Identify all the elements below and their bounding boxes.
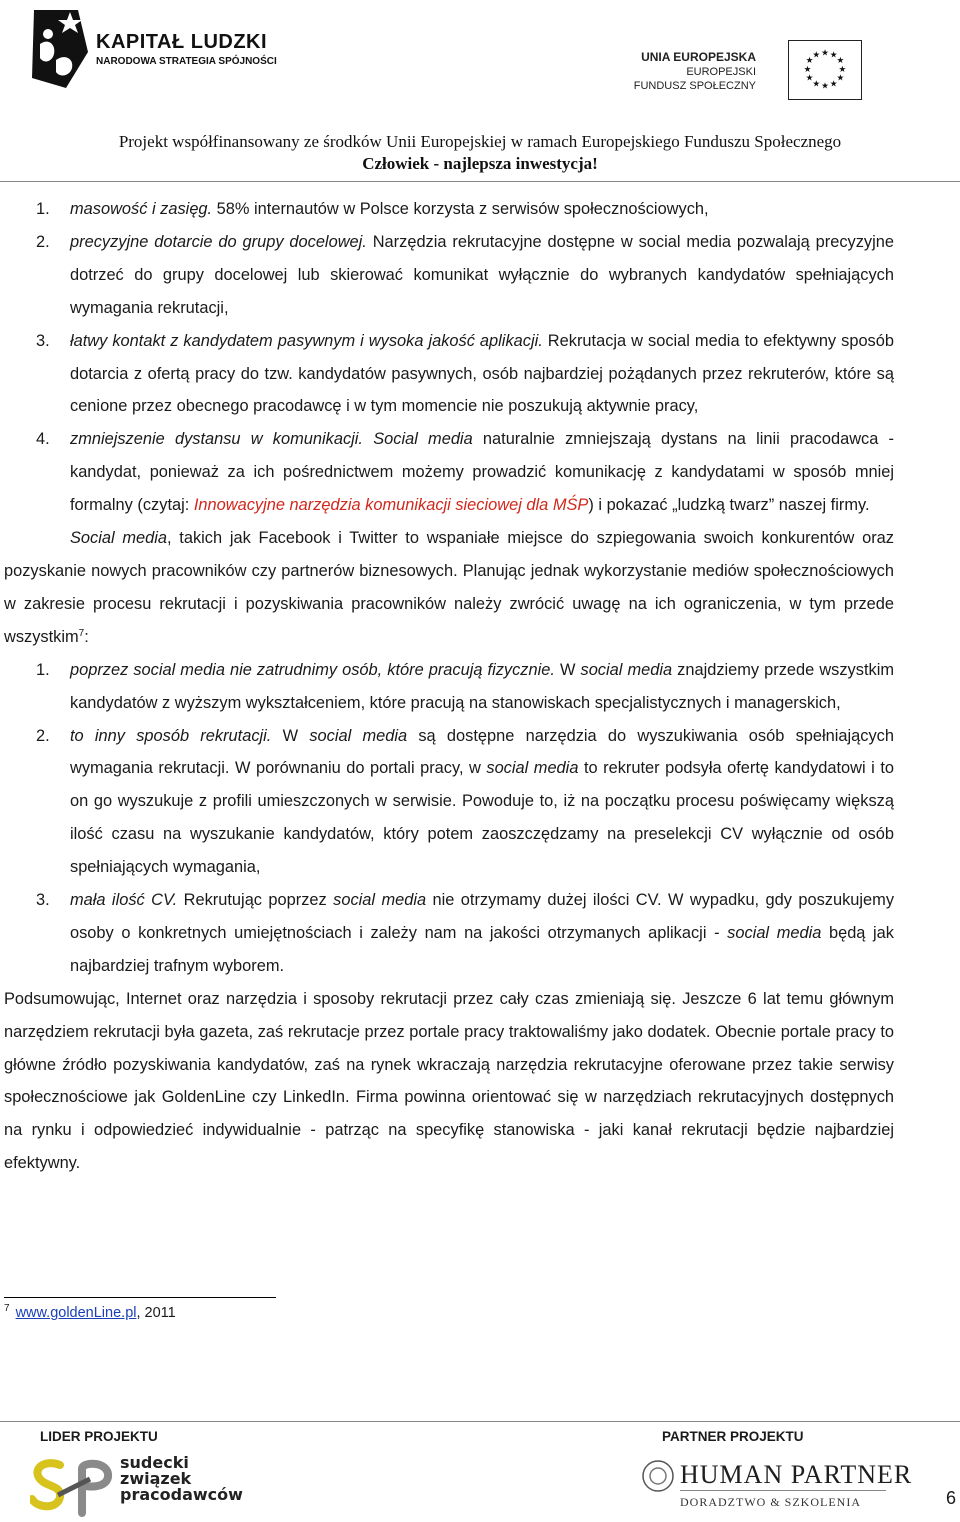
- footnote-divider: [4, 1297, 276, 1298]
- svg-text:★: ★: [836, 56, 845, 67]
- paragraph-end: :: [84, 627, 89, 646]
- list-item-text: Rekrutując poprzez: [177, 891, 334, 910]
- social-media-term: social media: [333, 891, 427, 910]
- logo-subtitle: NARODOWA STRATEGIA SPÓJNOŚCI: [96, 56, 277, 67]
- svg-text:★: ★: [821, 81, 829, 92]
- list-item: [4, 193, 894, 226]
- document-body: [4, 193, 894, 1180]
- list-number: 1.: [36, 660, 50, 679]
- svg-text:★: ★: [821, 48, 829, 59]
- eu-logo: [633, 40, 866, 100]
- list-number: 1.: [36, 200, 50, 218]
- list-item-text: naturalnie zmniejszają dystans na linii pracodawca - kandydat, ponieważ za ich pośrednictwem możemy prowadzić komunikację z kandydatami w sposób mniej formalny (czytaj:: [70, 430, 895, 515]
- human-partner-rule: [680, 1490, 886, 1491]
- list-item-text: znajdziemy przede wszystkim kandydatów z wyższym wykształceniem, które pracują na stanowiskach specjalistycznych i managerskich,: [70, 660, 894, 712]
- social-media-term: social media: [486, 759, 579, 778]
- footnote-number: 7: [4, 1303, 10, 1314]
- list-item: [4, 654, 894, 720]
- footnote-text: , 2011: [136, 1305, 176, 1321]
- list-item-text: W: [271, 726, 310, 745]
- footnote-ref[interactable]: 7: [78, 627, 85, 639]
- summary-paragraph: Podsumowując, Internet oraz narzędzia i sposoby rekrutacji przez cały czas zmieniają się. Jeszcze 6 lat temu głównym narzędziem rekrutacji była gazeta, zaś rekrutacje przez portale pracy traktowaliśmy jako dodatek. Obecnie portale pracy to główne źródło pozyskiwania kandydatów, zaś na rynek wkraczają narzędzia rekrutacyjne oferowane przez takie serwisy społecznościowe jak GoldenLine czy LinkedIn. Firma powinna orientować się w narzędziach rekrutacyjnych dostępnych na rynku i odpowiedzieć indywidualnie - patrząc na specyfikę stanowiska - jaki kanał rekrutacji będzie najbardziej efektywny.: [4, 989, 894, 1173]
- szp-name: [120, 1455, 243, 1503]
- list-item-text: są dostępne narzędzia do wyszukiwania osób spełniających wymagania rekrutacji. W porównaniu do portali pracy, w: [70, 726, 894, 778]
- list-item: [4, 226, 894, 325]
- szp-line1: sudecki: [120, 1453, 189, 1472]
- eu-line3: FUNDUSZ SPOŁECZNY: [633, 80, 756, 92]
- footnote: [4, 1305, 176, 1321]
- list-item: [4, 884, 894, 983]
- eu-line2: EUROPEJSKI: [686, 66, 756, 78]
- list-item-heading: łatwy kontakt z kandydatem pasywnym i wysoka jakość aplikacji.: [70, 331, 543, 350]
- kapital-ludzki-logo: [26, 4, 286, 94]
- list-item: [4, 423, 894, 522]
- szp-emblem-icon: [30, 1455, 114, 1517]
- svg-text:★: ★: [829, 79, 838, 90]
- list-number: 4.: [36, 430, 50, 449]
- svg-text:★: ★: [838, 64, 847, 75]
- human-partner-emblem-icon: [640, 1458, 676, 1494]
- list-item: [4, 325, 894, 424]
- list-item-heading: poprzez social media nie zatrudnimy osób, które pracują fizycznie.: [70, 660, 555, 679]
- szp-line2: związek: [120, 1469, 192, 1488]
- list-item-heading: to inny sposób rekrutacji.: [70, 726, 272, 745]
- logo-title: KAPITAŁ LUDZKI: [96, 31, 268, 53]
- header-divider: [0, 181, 960, 182]
- list-item-text: nie otrzymamy dużej ilości CV. W wypadku, gdy poszukujemy osoby o konkretnych umiejętnościach i zależy nam na jakości otrzymanych aplikacji -: [70, 891, 895, 942]
- human-partner-logo: [640, 1456, 913, 1516]
- list-number: 2.: [36, 232, 50, 251]
- paragraph-social-media: [4, 522, 894, 654]
- svg-text:★: ★: [805, 73, 814, 84]
- lider-label: LIDER PROJEKTU: [40, 1429, 158, 1444]
- szp-line3: pracodawców: [120, 1485, 243, 1504]
- project-cofinancing-line: Projekt współfinansowany ze środków Unii Europejskiej w ramach Europejskiego Funduszu Społecznego: [118, 132, 842, 151]
- social-media-term: social media: [309, 726, 408, 745]
- list-item-heading: precyzyjne dotarcie do grupy docelowej.: [70, 232, 367, 251]
- list-item-text: to rekruter podsyła ofertę kandydatowi i to on go wyszukuje z profili umieszczonych w serwisie. Powoduje to, iż na początku procesu poświęcamy większą ilość czasu na wyszukanie kandydatów, który potem zaoszczędzamy na preselekcji CV wyłącznie od osób spełniających wymagania,: [70, 759, 894, 877]
- list-item: [4, 720, 894, 885]
- human-partner-title: HUMAN PARTNER: [680, 1460, 913, 1489]
- list-item-text: Narzędzia rekrutacyjne dostępne w social media pozwalają precyzyjne dotrzeć do grupy docelowej lub skierować komunikat wyłącznie do wybranych kandydatów spełniających wymagania rekrutacji,: [70, 232, 894, 317]
- svg-text:★: ★: [805, 56, 814, 67]
- list-item-text: będą jak najbardziej trafnym wyborem.: [70, 923, 894, 975]
- list-number: 2.: [36, 726, 50, 745]
- svg-text:★: ★: [803, 64, 812, 75]
- social-media-term: Social media: [373, 430, 473, 449]
- svg-text:★: ★: [829, 50, 838, 61]
- social-media-term: Social media: [70, 529, 168, 548]
- svg-text:★: ★: [836, 73, 845, 84]
- article-link[interactable]: Innowacyjne narzędzia komunikacji sieciowej dla MŚP: [193, 496, 589, 515]
- list-number: 3.: [36, 331, 50, 350]
- footer-divider: [0, 1421, 960, 1422]
- paragraph-text: , takich jak Facebook i Twitter to wspaniałe miejsce do szpiegowania swoich konkurentów oraz pozyskanie nowych pracowników czy partnerów biznesowych. Planując jednak wykorzystanie mediów społecznościowych w zakresie procesu rekrutacji i pozyskiwania pracowników należy zwrócić uwagę na ich ograniczenia, w tym przede wszystkim: [4, 529, 894, 646]
- list-item-text: W: [554, 660, 581, 679]
- eu-flag-icon: [788, 40, 862, 100]
- page-number: 6: [946, 1488, 957, 1508]
- partner-label: PARTNER PROJEKTU: [662, 1429, 804, 1444]
- svg-text:★: ★: [812, 79, 821, 90]
- list-number: 3.: [36, 891, 50, 910]
- eu-title: UNIA EUROPEJSKA: [641, 50, 756, 64]
- list-item-text-end: ) i pokazać „ludzką twarz” naszej firmy.: [588, 496, 870, 515]
- footnote-link[interactable]: www.goldenLine.pl: [15, 1305, 137, 1321]
- szp-logo: [30, 1453, 243, 1517]
- project-slogan: Człowiek - najlepsza inwestycja!: [362, 154, 598, 173]
- list-item-heading: masowość i zasięg.: [70, 200, 213, 218]
- social-media-term: social media: [580, 660, 673, 679]
- human-partner-subtitle: DORADZTWO & SZKOLENIA: [680, 1495, 861, 1509]
- list-item-heading: mała ilość CV.: [70, 891, 178, 910]
- list-item-text: Rekrutacja w social media to efektywny sposób dotarcia z ofertą pracy do tzw. kandydatów pasywnych, osób najbardziej pożądanych przez rekruterów, które są cenione przez obecnego pracodawcę i w tym momencie nie poszukują aktywnie pracy,: [70, 331, 894, 416]
- list-item-text: 58% internautów w Polsce korzysta z serwisów społecznościowych,: [212, 200, 709, 218]
- list-item-heading: zmniejszenie dystansu w komunikacji.: [70, 430, 363, 449]
- social-media-term: social media: [727, 923, 822, 942]
- kapital-ludzki-emblem-icon: [26, 4, 96, 92]
- svg-text:★: ★: [812, 50, 821, 61]
